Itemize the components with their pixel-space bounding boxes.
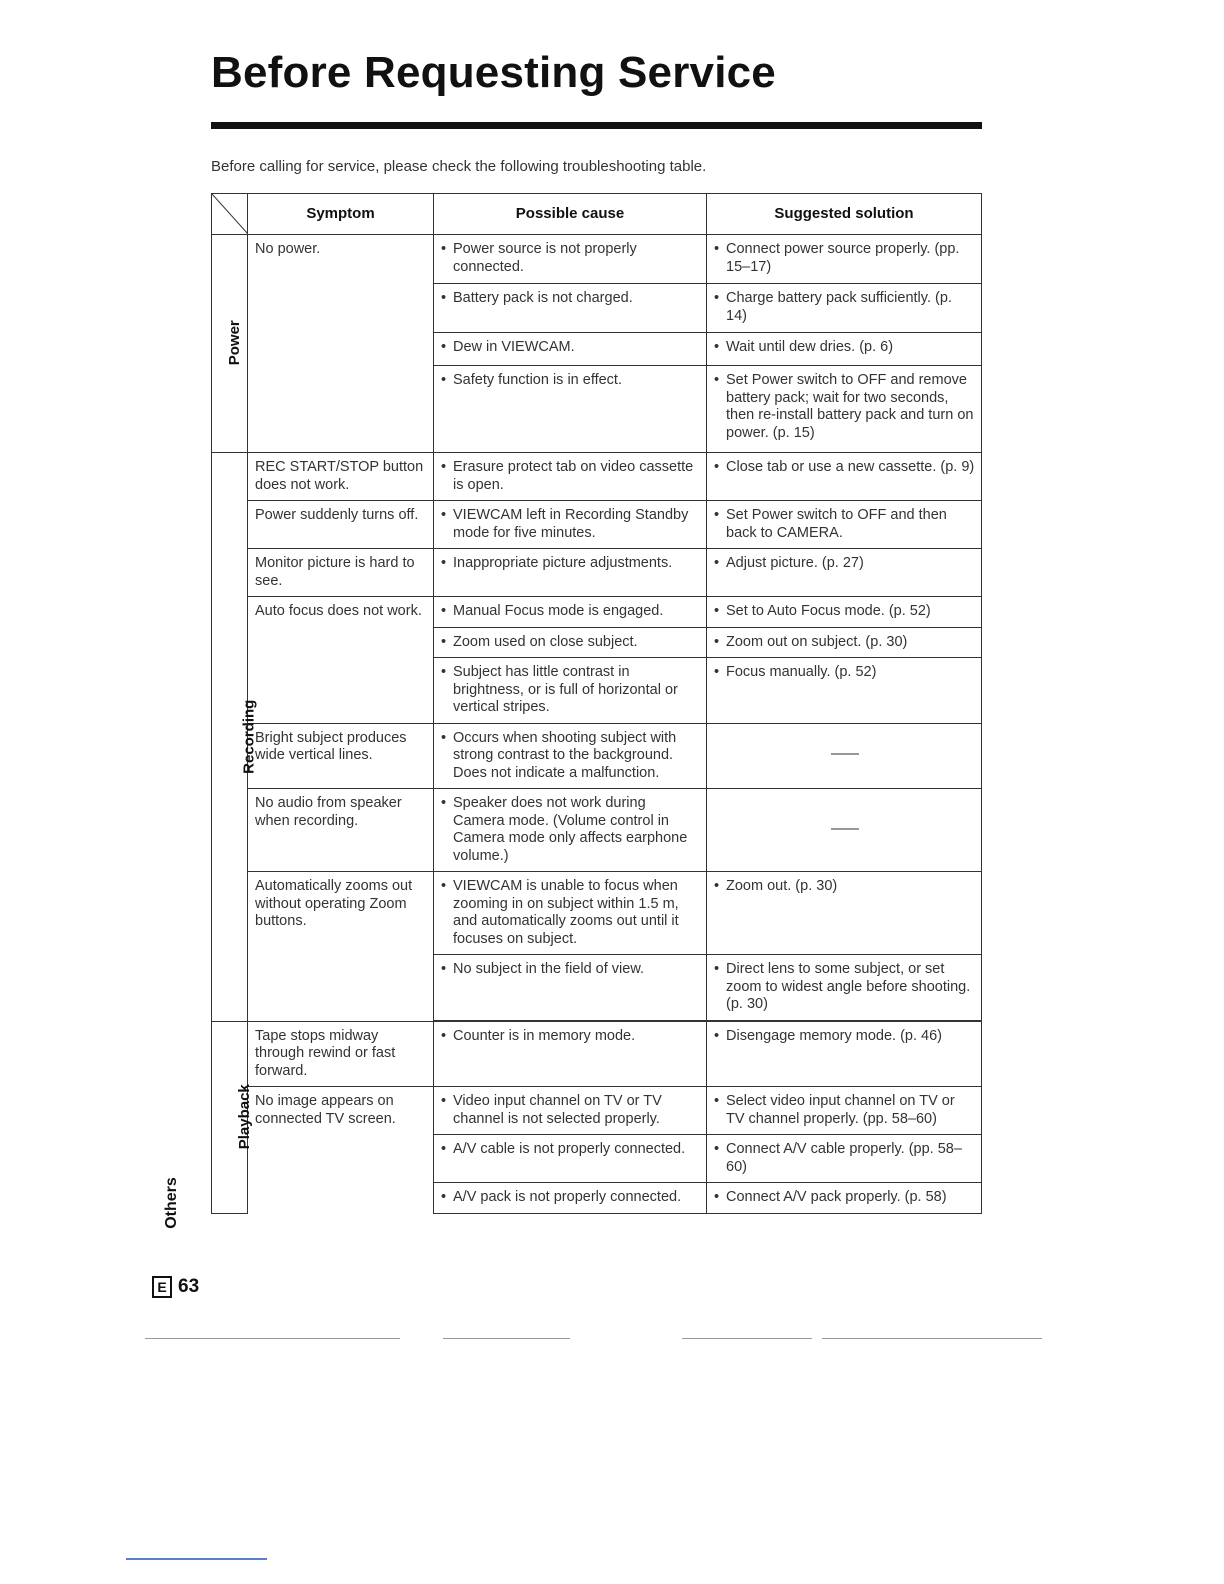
table-row — [212, 1021, 982, 1087]
solution-cell: • Set to Auto Focus mode. (p. 52) — [707, 597, 982, 628]
table-row — [212, 723, 982, 789]
cause-cell: • No subject in the field of view. — [434, 955, 707, 1021]
cause-cell: • A/V cable is not properly connected. — [434, 1135, 707, 1183]
solution-cell: • Focus manually. (p. 52) — [707, 658, 982, 724]
solution-cell: • Direct lens to some subject, or set zoom to widest angle before shooting. (p. 30) — [707, 955, 982, 1021]
symptom-cell: Auto focus does not work. — [248, 597, 434, 724]
solution-cell: • Zoom out on subject. (p. 30) — [707, 627, 982, 658]
cause-cell: • Video input channel on TV or TV channel is not selected properly. — [434, 1087, 707, 1135]
solution-cell: • Connect A/V cable properly. (pp. 58–60) — [707, 1135, 982, 1183]
solution-cell — [707, 723, 982, 789]
cause-cell: • VIEWCAM left in Recording Standby mode for five minutes. — [434, 501, 707, 549]
title-rule — [211, 122, 982, 129]
category-recording — [212, 453, 258, 1022]
solution-cell: • Zoom out. (p. 30) — [707, 872, 982, 955]
section-tab-others — [152, 1178, 192, 1228]
section-tab-label: Others — [163, 1177, 181, 1229]
table-row — [212, 789, 982, 872]
category-label: Recording — [240, 699, 258, 774]
table-row — [212, 501, 982, 549]
table-row — [212, 549, 982, 597]
symptom-cell: No audio from speaker when recording. — [248, 789, 434, 872]
symptom-cell: Bright subject produces wide vertical lines. — [248, 723, 434, 789]
cause-cell: • Safety function is in effect. — [434, 366, 707, 453]
table-row — [212, 235, 982, 284]
language-marker: E — [152, 1276, 172, 1298]
intro-text: Before calling for service, please check the following troubleshooting table. — [211, 158, 707, 175]
scan-artifact-line — [145, 1338, 400, 1339]
scan-artifact-line — [682, 1338, 812, 1339]
solution-cell: • Set Power switch to OFF and remove battery pack; wait for two seconds, then re-install battery pack and turn on power. (p. 15) — [707, 366, 982, 453]
category-playback — [212, 1021, 253, 1214]
table-row — [212, 453, 982, 501]
header-corner — [212, 194, 248, 235]
page-number: 63 — [178, 1276, 200, 1297]
symptom-cell: No image appears on connected TV screen. — [248, 1087, 434, 1214]
solution-cell: • Select video input channel on TV or TV channel properly. (pp. 58–60) — [707, 1087, 982, 1135]
troubleshooting-table — [211, 193, 982, 1214]
table-header-row — [212, 194, 982, 235]
solution-cell: • Set Power switch to OFF and then back to CAMERA. — [707, 501, 982, 549]
symptom-cell: Automatically zooms out without operating Zoom buttons. — [248, 872, 434, 1022]
solution-cell — [707, 789, 982, 872]
diagonal-line-icon — [212, 194, 248, 234]
cause-cell: • Battery pack is not charged. — [434, 284, 707, 333]
solution-cell: • Charge battery pack sufficiently. (p. 14) — [707, 284, 982, 333]
table-row — [212, 872, 982, 955]
symptom-cell: REC START/STOP button does not work. — [248, 453, 434, 501]
symptom-cell: Monitor picture is hard to see. — [248, 549, 434, 597]
cause-cell: • Counter is in memory mode. — [434, 1021, 707, 1087]
table-row — [212, 1087, 982, 1135]
solution-cell: • Disengage memory mode. (p. 46) — [707, 1021, 982, 1087]
page-number-block — [152, 1276, 199, 1298]
header-cause: Possible cause — [434, 194, 707, 235]
dash-placeholder: —— — [831, 745, 858, 762]
cause-cell: • Subject has little contrast in brightness, or is full of horizontal or vertical stripes. — [434, 658, 707, 724]
header-solution: Suggested solution — [707, 194, 982, 235]
scan-artifact-line — [126, 1558, 267, 1560]
symptom-cell: No power. — [248, 235, 434, 453]
header-symptom: Symptom — [248, 194, 434, 235]
category-power — [212, 235, 248, 453]
cause-cell: • Power source is not properly connected. — [434, 235, 707, 284]
symptom-cell: Power suddenly turns off. — [248, 501, 434, 549]
dash-placeholder: —— — [831, 821, 858, 837]
scan-artifact-line — [443, 1338, 570, 1339]
cause-cell: • Inappropriate picture adjustments. — [434, 549, 707, 597]
solution-cell: • Close tab or use a new cassette. (p. 9) — [707, 453, 982, 501]
scan-artifact-line — [822, 1338, 1042, 1339]
cause-cell: • A/V pack is not properly connected. — [434, 1183, 707, 1214]
cause-cell: • VIEWCAM is unable to focus when zooming in on subject within 1.5 m, and automatically zooms out until it focuses on subject. — [434, 872, 707, 955]
cause-cell: • Speaker does not work during Camera mode. (Volume control in Camera mode only affects earphone volume.) — [434, 789, 707, 872]
cause-cell: • Occurs when shooting subject with strong contrast to the background. Does not indicate a malfunction. — [434, 723, 707, 789]
cause-cell: • Dew in VIEWCAM. — [434, 333, 707, 366]
category-label: Playback — [235, 1084, 253, 1150]
solution-cell: • Connect A/V pack properly. (p. 58) — [707, 1183, 982, 1214]
category-label: Power — [225, 320, 243, 366]
symptom-cell: Tape stops midway through rewind or fast forward. — [248, 1021, 434, 1087]
cause-cell: • Manual Focus mode is engaged. — [434, 597, 707, 628]
table-row — [212, 597, 982, 628]
cause-cell: • Erasure protect tab on video cassette is open. — [434, 453, 707, 501]
solution-cell: • Connect power source properly. (pp. 15–17) — [707, 235, 982, 284]
page-title: Before Requesting Service — [211, 48, 776, 97]
solution-cell: • Wait until dew dries. (p. 6) — [707, 333, 982, 366]
cause-cell: • Zoom used on close subject. — [434, 627, 707, 658]
solution-cell: • Adjust picture. (p. 27) — [707, 549, 982, 597]
